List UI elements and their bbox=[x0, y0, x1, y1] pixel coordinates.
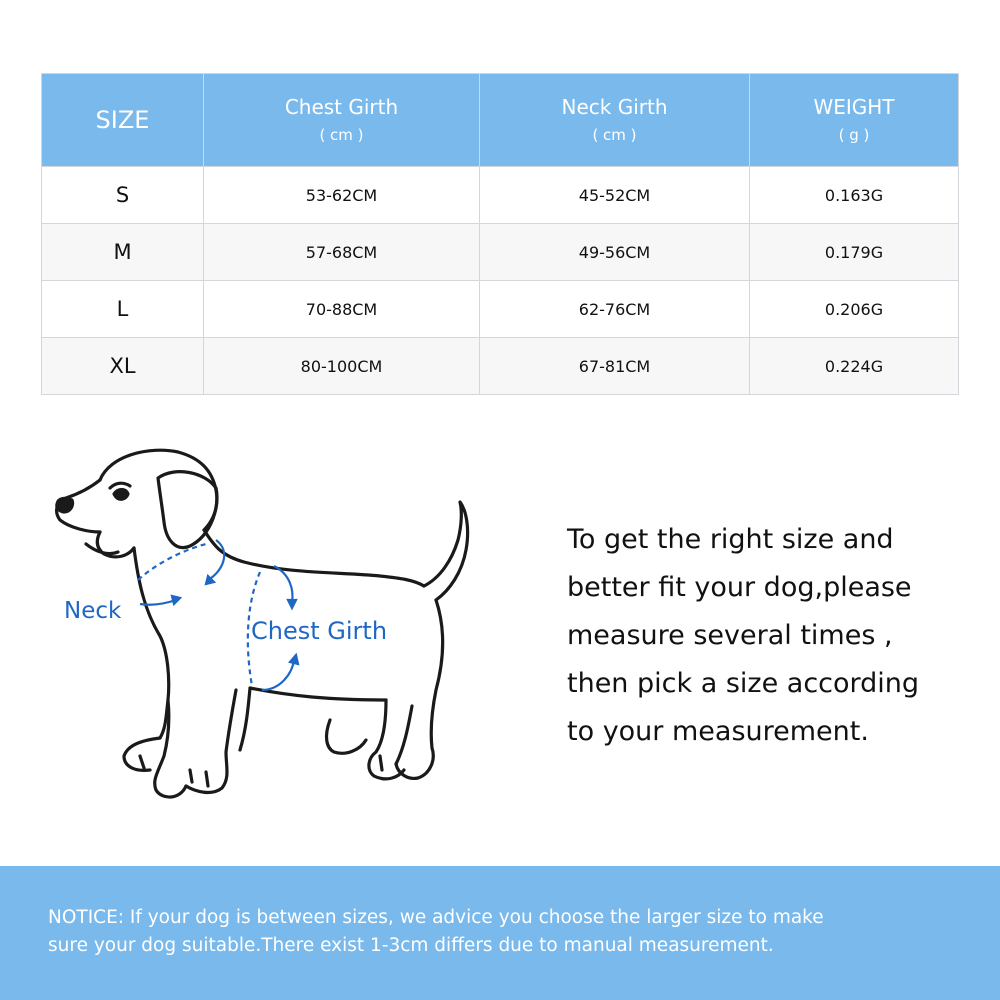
header-neck-girth bbox=[480, 74, 750, 167]
size-cell: S bbox=[42, 167, 204, 224]
instruction-line: To get the right size and bbox=[567, 524, 894, 555]
chest-cell: 57-68CM bbox=[204, 224, 480, 281]
notice-text bbox=[48, 904, 968, 960]
measurement-instructions bbox=[567, 516, 977, 756]
neck-cell: 45-52CM bbox=[480, 167, 750, 224]
table-row bbox=[42, 224, 959, 281]
header-weight-unit: ( g ) bbox=[838, 126, 870, 144]
header-chest-unit: ( cm ) bbox=[319, 126, 364, 144]
header-neck-unit: ( cm ) bbox=[592, 126, 637, 144]
neck-cell: 49-56CM bbox=[480, 224, 750, 281]
neck-cell: 62-76CM bbox=[480, 281, 750, 338]
weight-cell: 0.206G bbox=[750, 281, 959, 338]
size-cell: XL bbox=[42, 338, 204, 395]
chest-cell: 53-62CM bbox=[204, 167, 480, 224]
header-chest-girth bbox=[204, 74, 480, 167]
instruction-line: measure several times , bbox=[567, 620, 893, 651]
weight-cell: 0.163G bbox=[750, 167, 959, 224]
instruction-line: better fit your dog,please bbox=[567, 572, 912, 603]
table-row bbox=[42, 281, 959, 338]
size-cell: M bbox=[42, 224, 204, 281]
size-cell: L bbox=[42, 281, 204, 338]
notice-line: sure your dog suitable.There exist 1-3cm differs due to manual measurement. bbox=[48, 935, 774, 956]
chest-cell: 80-100CM bbox=[204, 338, 480, 395]
instruction-line: to your measurement. bbox=[567, 716, 869, 747]
neck-cell: 67-81CM bbox=[480, 338, 750, 395]
table-row bbox=[42, 338, 959, 395]
table-row bbox=[42, 167, 959, 224]
notice-line: NOTICE: If your dog is between sizes, we advice you choose the larger size to make bbox=[48, 907, 824, 928]
header-size: SIZE bbox=[42, 74, 204, 167]
neck-label: Neck bbox=[64, 598, 122, 624]
table-header-row bbox=[42, 74, 959, 167]
header-neck-label: Neck Girth bbox=[561, 95, 668, 119]
size-chart-table bbox=[41, 73, 959, 395]
header-chest-label: Chest Girth bbox=[284, 95, 399, 119]
chest-girth-label: Chest Girth bbox=[251, 617, 388, 645]
weight-cell: 0.179G bbox=[750, 224, 959, 281]
header-weight-label: WEIGHT bbox=[813, 95, 895, 119]
header-weight bbox=[750, 74, 959, 167]
instruction-line: then pick a size according bbox=[567, 668, 920, 699]
weight-cell: 0.224G bbox=[750, 338, 959, 395]
chest-cell: 70-88CM bbox=[204, 281, 480, 338]
